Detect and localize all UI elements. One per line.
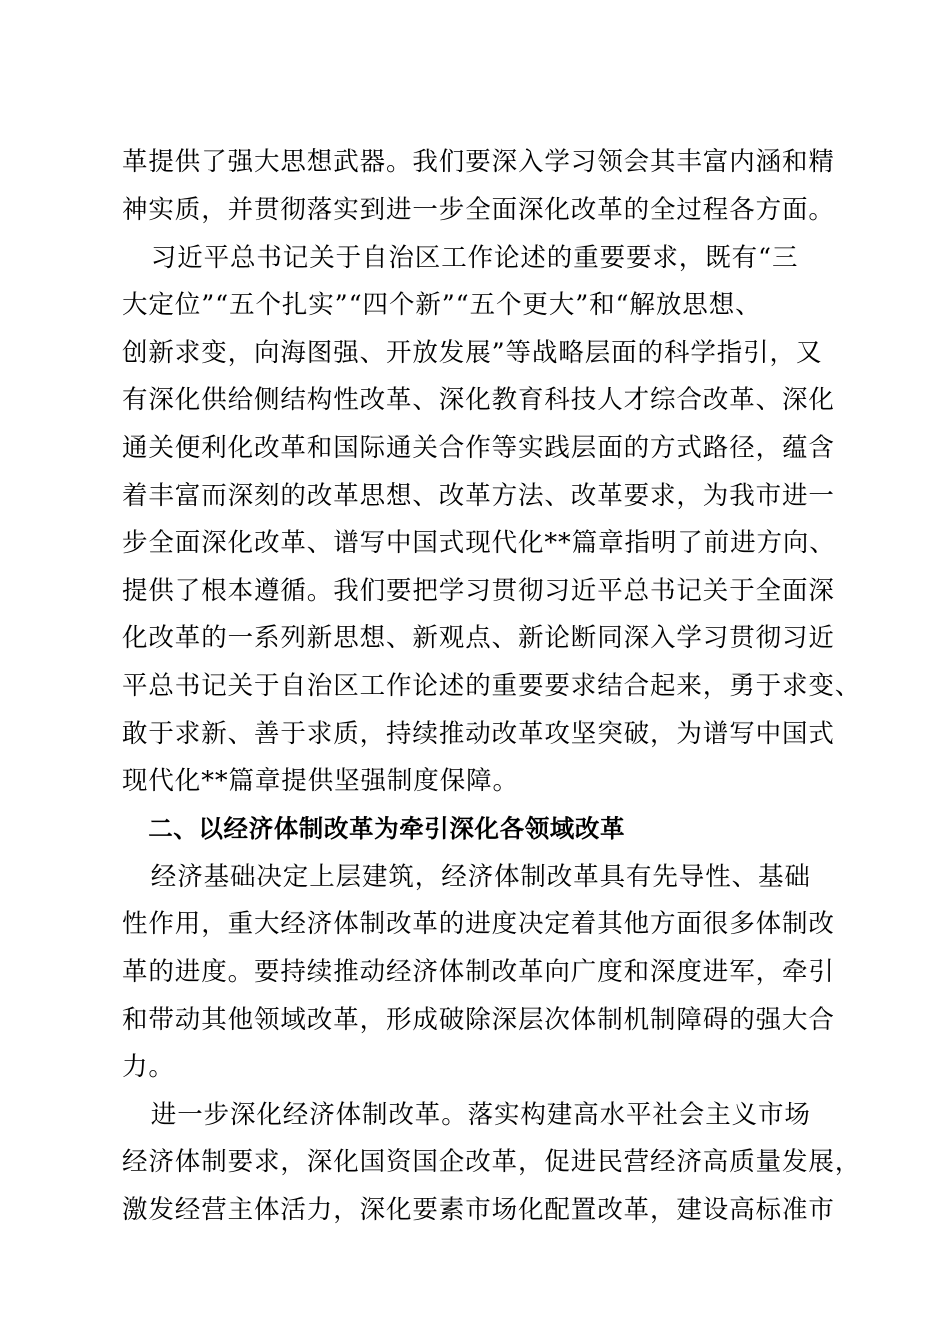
text-line: 经济体制要求，深化国资国企改革，促进民营经济高质量发展， — [122, 1147, 862, 1177]
text-line: 创新求变，向海图强、开放发展”等战略层面的科学指引，又 — [122, 338, 823, 368]
paragraph-start-line: 进一步深化经济体制改革。落实构建高水平社会主义市场 — [98, 1100, 811, 1130]
text-line: 性作用，重大经济体制改革的进度决定着其他方面很多体制改 — [122, 909, 835, 939]
section-heading: 二、以经济体制改革为牵引深化各领域改革 — [98, 814, 626, 843]
paragraph-start-line: 经济基础决定上层建筑，经济体制改革具有先导性、基础 — [98, 862, 811, 892]
text-line: 革提供了强大思想武器。我们要深入学习领会其丰富内涵和精 — [122, 147, 835, 177]
text-line: 神实质，并贯彻落实到进一步全面深化改革的全过程各方面。 — [122, 195, 835, 225]
text-line: 现代化**篇章提供坚强制度保障。 — [122, 766, 519, 796]
text-line: 提供了根本遵循。我们要把学习贯彻习近平总书记关于全面深 — [122, 576, 835, 606]
text-line: 和带动其他领域改革，形成破除深层次体制机制障碍的强大合 — [122, 1005, 835, 1035]
text-line: 力。 — [122, 1052, 175, 1082]
text-line: 通关便利化改革和国际通关合作等实践层面的方式路径，蕴含 — [122, 433, 835, 463]
text-line: 平总书记关于自治区工作论述的重要要求结合起来，勇于求变、 — [122, 671, 862, 701]
text-line: 化改革的一系列新思想、新观点、新论断同深入学习贯彻习近 — [122, 623, 835, 653]
text-line: 着丰富而深刻的改革思想、改革方法、改革要求，为我市进一 — [122, 481, 835, 511]
paragraph-start-line: 习近平总书记关于自治区工作论述的重要要求，既有“三 — [98, 243, 799, 273]
text-line: 激发经营主体活力，深化要素市场化配置改革，建设高标准市 — [122, 1195, 835, 1225]
text-line: 大定位”“五个扎实”“四个新”“五个更大”和“解放思想、 — [122, 290, 762, 320]
text-line: 革的进度。要持续推动经济体制改革向广度和深度进军，牵引 — [122, 957, 835, 987]
text-line: 敢于求新、善于求质，持续推动改革攻坚突破，为谱写中国式 — [122, 719, 835, 749]
text-line: 有深化供给侧结构性改革、深化教育科技人才综合改革、深化 — [122, 385, 835, 415]
text-line: 步全面深化改革、谱写中国式现代化**篇章指明了前进方向、 — [122, 528, 836, 558]
